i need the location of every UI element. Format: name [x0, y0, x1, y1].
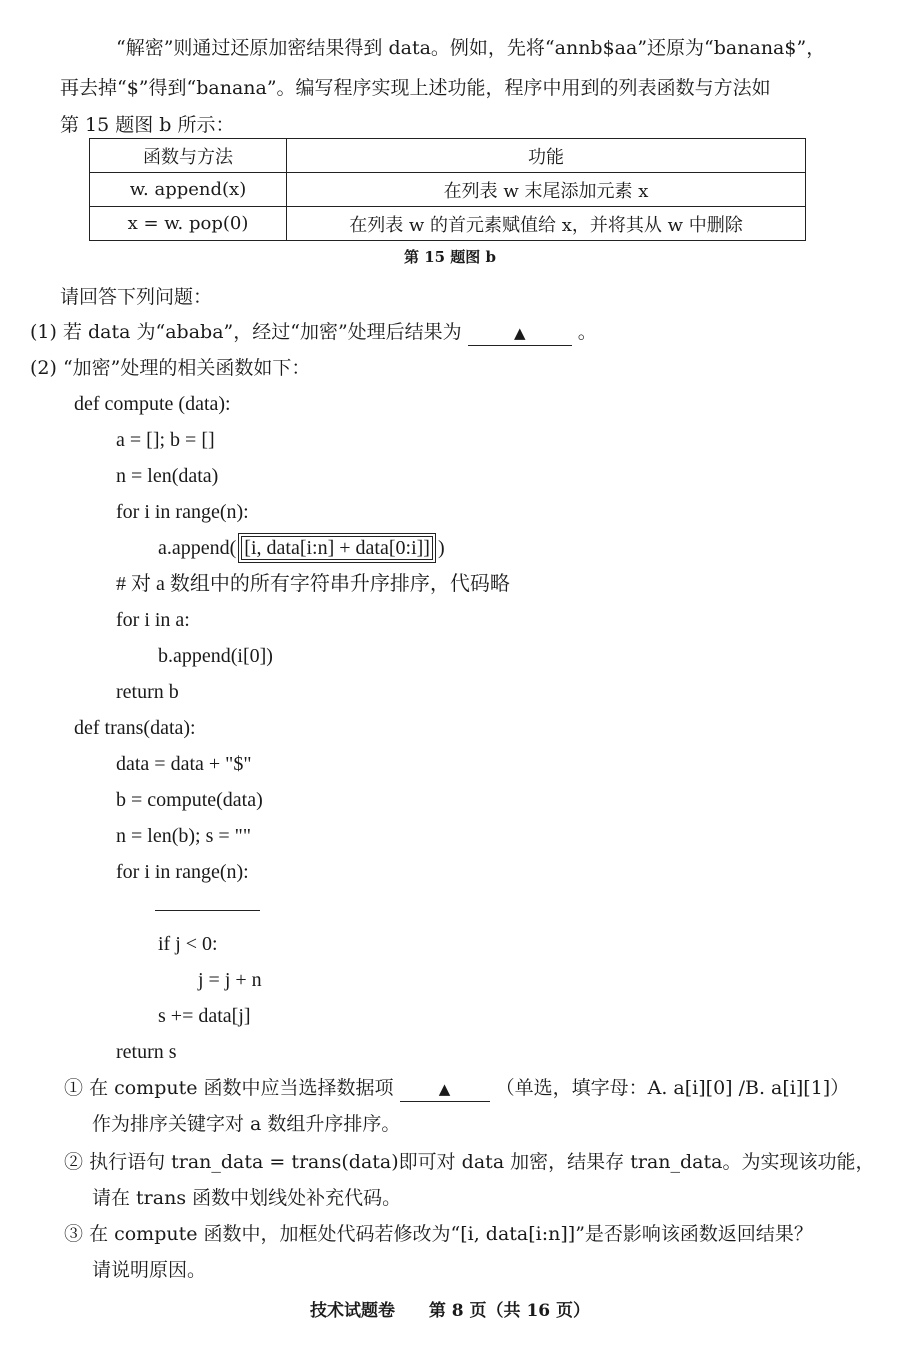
- question-1-end: 。: [577, 321, 597, 343]
- code-line: return b: [116, 681, 179, 703]
- code-fragment: a.append(: [158, 537, 237, 559]
- code-line: if j < 0:: [158, 933, 218, 955]
- sub-question-2: [64, 1150, 874, 1174]
- circled-number: ②: [64, 1151, 84, 1173]
- table-cell: 在列表 w 的首元素赋值给 x，并将其从 w 中删除: [287, 207, 806, 241]
- code-line: s += data[j]: [158, 1005, 251, 1027]
- code-line: data = data + "$": [116, 753, 252, 775]
- code-line: def trans(data):: [74, 717, 196, 739]
- table-header-cell: 函数与方法: [90, 139, 287, 173]
- page-footer: [0, 1296, 900, 1321]
- question-1: [30, 320, 597, 346]
- table-cell: 在列表 w 末尾添加元素 x: [287, 173, 806, 207]
- question-2-text: “加密”处理的相关函数如下：: [62, 357, 311, 379]
- table-header-row: [90, 139, 806, 173]
- function-table: [89, 138, 806, 241]
- table-row: [90, 173, 806, 207]
- table-cell: w. append(x): [90, 173, 287, 207]
- sub-question-3-cont: 请说明原因。: [92, 1259, 207, 1281]
- intro-line-1: “解密”则通过还原加密结果得到 data。例如，先将“annb$aa”还原为“banana$”，: [116, 37, 826, 59]
- code-line: a = []; b = []: [116, 429, 215, 451]
- circled-number: ③: [64, 1223, 84, 1245]
- sub-question-1-cont: 作为排序关键字对 a 数组升序排序。: [92, 1113, 401, 1135]
- circled-number: ①: [64, 1077, 84, 1099]
- question-1-text: 若 data 为“ababa”，经过“加密”处理后结果为: [62, 321, 462, 343]
- code-line: j = j + n: [198, 969, 262, 991]
- sub-question-1: [64, 1076, 849, 1102]
- sub-question-1-text: 在 compute 函数中应当选择数据项: [89, 1077, 394, 1099]
- sub-question-2-cont: 请在 trans 函数中划线处补充代码。: [92, 1187, 402, 1209]
- intro-line-3: 第 15 题图 b 所示：: [60, 114, 235, 136]
- answer-blank-1[interactable]: [468, 320, 572, 346]
- table-header-cell: 功能: [287, 139, 806, 173]
- code-fragment: ): [437, 537, 445, 559]
- code-line: def compute (data):: [74, 393, 231, 415]
- code-line: n = len(b); s = "": [116, 825, 251, 847]
- intro-line-2: 再去掉“$”得到“banana”。编写程序实现上述功能，程序中用到的列表函数与方法如: [60, 77, 771, 99]
- code-line: b = compute(data): [116, 789, 263, 811]
- sub-question-2-text: 执行语句 tran_data = trans(data)即可对 data 加密，结果存 tran_data。为实现该功能，: [89, 1151, 875, 1173]
- code-line: for i in range(n):: [116, 501, 249, 523]
- answer-blank-2[interactable]: [400, 1076, 490, 1102]
- question-2: [30, 356, 310, 380]
- code-line: n = len(data): [116, 465, 219, 487]
- question-1-label: (1): [30, 321, 57, 343]
- footer-page-number: 第 8 页（共 16 页）: [428, 1301, 591, 1321]
- code-line: b.append(i[0]): [158, 645, 273, 667]
- sub-question-3: [64, 1222, 813, 1246]
- code-line: return s: [116, 1041, 177, 1063]
- sub-question-1-options: （单选，填字母：A. a[i][0] /B. a[i][1]）: [495, 1077, 850, 1099]
- code-line: for i in a:: [116, 609, 190, 631]
- code-comment: # 对 a 数组中的所有字符串升序排序，代码略: [116, 573, 510, 595]
- table-row: [90, 207, 806, 241]
- code-line-append: [158, 536, 445, 560]
- boxed-code: [i, data[i:n] + data[0:i]]: [241, 536, 433, 560]
- table-cell: x = w. pop(0): [90, 207, 287, 241]
- question-2-label: (2): [30, 357, 57, 379]
- table-caption: 第 15 题图 b: [403, 248, 497, 266]
- prompt-text: 请回答下列问题：: [60, 286, 213, 308]
- triangle-icon: ▲: [513, 324, 526, 342]
- code-line: for i in range(n):: [116, 861, 249, 883]
- code-fill-blank[interactable]: [155, 910, 260, 911]
- sub-question-3-text: 在 compute 函数中，加框处代码若修改为“[i, data[i:n]]”是否影响该函数返回结果？: [89, 1223, 813, 1245]
- triangle-icon: ▲: [438, 1080, 451, 1098]
- footer-title: 技术试题卷: [309, 1301, 395, 1321]
